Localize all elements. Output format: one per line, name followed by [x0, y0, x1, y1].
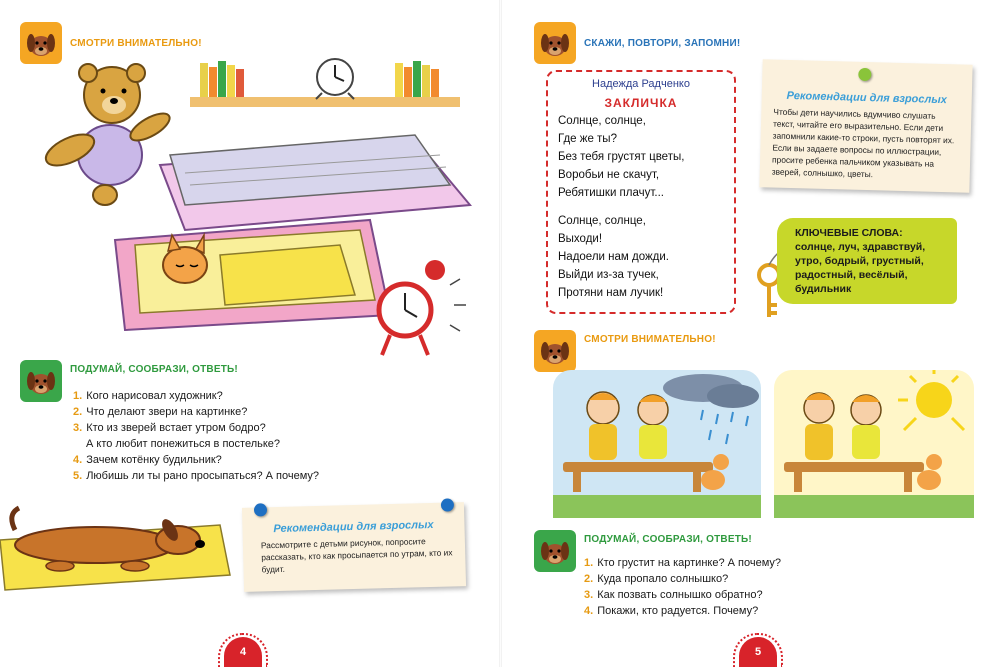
poem-box: [546, 70, 736, 314]
say-header: [534, 22, 740, 64]
poem-text: [548, 110, 734, 302]
bedroom-illustration: [10, 55, 490, 370]
dog-icon: [534, 530, 576, 572]
poem-title: ЗАКЛИЧКА: [604, 96, 678, 110]
note-title: Рекомендации для взрослых: [273, 518, 434, 536]
poem-line: Выходи!: [558, 233, 603, 245]
dog-icon: [534, 330, 576, 372]
keywords-title: КЛЮЧЕВЫЕ СЛОВА:: [795, 227, 903, 239]
note-title: Рекомендации для взрослых: [786, 89, 947, 107]
left-recommendation-note: [242, 502, 466, 592]
pin-icon: [254, 503, 267, 516]
dog-icon: [534, 22, 576, 64]
note-body: Рассмотрите с детьми рисунок, попросите рассказать, кто как просыпается по утрам, кто их будит.: [260, 536, 453, 575]
dog-icon: [20, 360, 62, 402]
poem-line: Воробьи не скачут,: [558, 169, 660, 181]
poem-line: Надоели нам дожди.: [558, 251, 669, 263]
page-number: 5: [739, 637, 777, 667]
poem-line: Солнце, солнце,: [558, 115, 646, 127]
poem-line: Солнце, солнце,: [558, 215, 646, 227]
poem-author: Надежда Радченко: [592, 78, 690, 90]
keywords-tag: [777, 218, 957, 304]
pin-icon: [441, 498, 454, 511]
keywords-line: будильник: [795, 283, 852, 295]
keywords-line: утро, бодрый, грустный,: [795, 255, 924, 267]
sunny-scene-illustration: [774, 370, 974, 518]
list-item: 3. Как позвать солнышко обратно?: [584, 589, 763, 601]
look-header: [534, 330, 716, 372]
page-number: 4: [224, 637, 262, 667]
list-item: 2. Куда пропало солнышко?: [584, 573, 729, 585]
right-question-list: [584, 555, 781, 619]
right-recommendation-note: [759, 59, 972, 192]
poem-line: Без тебя грустят цветы,: [558, 151, 685, 163]
list-item: А кто любит понежиться в постельке?: [86, 438, 281, 450]
keywords-line: радостный, весёлый,: [795, 269, 908, 281]
right-page: [501, 0, 1001, 667]
list-item: 4. Зачем котёнку будильник?: [73, 454, 222, 466]
poem-line: Протяни нам лучик!: [558, 287, 664, 299]
note-body: Чтобы дети научились вдумчиво слушать текст, читайте его выразительно. Если дети запомнили какие-то строки, пусть повторят их. Если вы задаете вопросы по иллюстрации, просите ребенка пальчиком указывать на зверей, солнышко, цветы.: [771, 106, 955, 180]
list-item: 1. Кого нарисовал художник?: [73, 390, 223, 402]
keywords-line: солнце, луч, здравствуй,: [795, 241, 926, 253]
say-header-text: СКАЖИ, ПОВТОРИ, ЗАПОМНИ!: [584, 37, 741, 49]
poem-line: Где же ты?: [558, 133, 617, 145]
look-header-text: СМОТРИ ВНИМАТЕЛЬНО!: [70, 37, 202, 49]
pin-icon: [858, 68, 871, 81]
rainy-scene-illustration: [553, 370, 761, 518]
shelf: [190, 97, 460, 107]
list-item: 2. Что делают звери на картинке?: [73, 406, 248, 418]
left-question-list: [73, 388, 319, 484]
poem-line: Выйди из-за тучек,: [558, 269, 659, 281]
think-header-text: ПОДУМАЙ, СООБРАЗИ, ОТВЕТЬ!: [584, 533, 752, 545]
list-item: 1. Кто грустит на картинке? А почему?: [584, 557, 782, 569]
poem-line: Ребятишки плачут...: [558, 187, 664, 199]
look-header-text: СМОТРИ ВНИМАТЕЛЬНО!: [584, 333, 716, 345]
think-header-text: ПОДУМАЙ, СООБРАЗИ, ОТВЕТЬ!: [70, 363, 238, 375]
sleeping-dog-illustration: [0, 500, 235, 595]
list-item: 4. Покажи, кто радуется. Почему?: [584, 605, 759, 617]
left-page: [0, 0, 500, 667]
list-item: 5. Любишь ли ты рано просыпаться? А почему?: [73, 470, 320, 482]
list-item: 3. Кто из зверей встает утром бодро?: [73, 422, 266, 434]
